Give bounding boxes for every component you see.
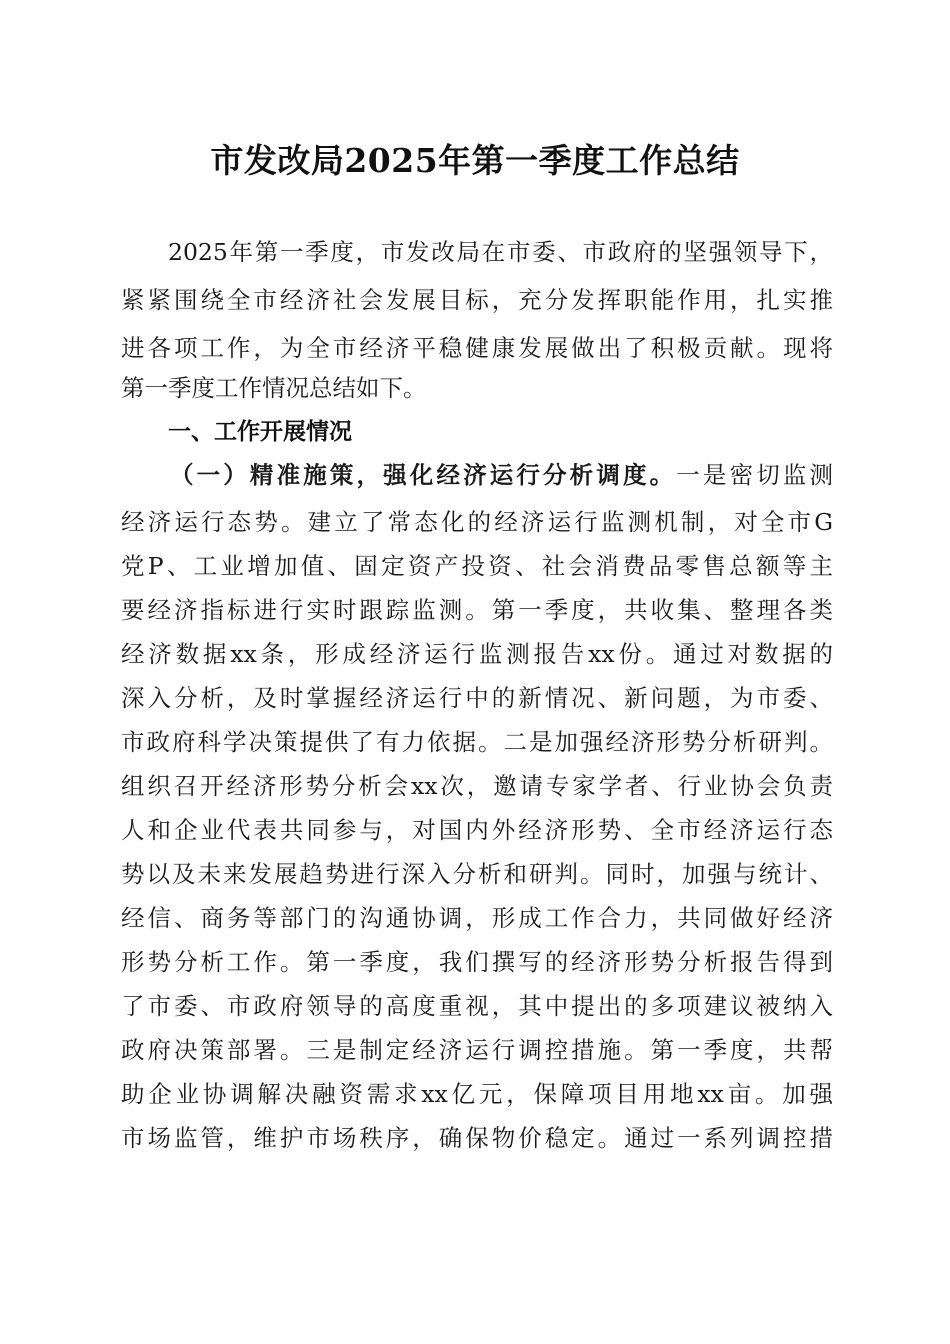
sub-section-first-line-rest: 一是密切监测 (676, 461, 834, 489)
body-line: 深入分析，及时掌握经济运行中的新情况、新问题，为市委、 (121, 684, 833, 712)
body-line: 市政府科学决策提供了有力依据。二是加强经济形势分析研判。 (121, 728, 833, 756)
document-title: 市发改局2025年第一季度工作总结 (210, 141, 740, 180)
body-line: 要经济指标进行实时跟踪监测。第一季度，共收集、整理各类 (121, 596, 833, 624)
body-line: 势以及未来发展趋势进行深入分析和研判。同时，加强与统计、 (121, 860, 833, 888)
intro-line-3: 进各项工作，为全市经济平稳健康发展做出了积极贡献。现将 (121, 334, 833, 362)
body-line: 市场监管，维护市场秩序，确保物价稳定。通过一系列调控措 (121, 1124, 833, 1152)
body-line: 党P、工业增加值、固定资产投资、社会消费品零售总额等主 (121, 552, 833, 580)
body-line: 人和企业代表共同参与，对国内外经济形势、全市经济运行态 (121, 816, 833, 844)
sub-section-first-line (170, 453, 833, 497)
section-heading: 一、工作开展情况 (168, 419, 352, 445)
body-line: 经信、商务等部门的沟通协调，形成工作合力，共同做好经济 (121, 904, 833, 932)
body-line: 政府决策部署。三是制定经济运行调控措施。第一季度，共帮 (121, 1036, 833, 1064)
body-line: 经济数据xx条，形成经济运行监测报告xx份。通过对数据的 (121, 640, 833, 668)
body-line: 助企业协调解决融资需求xx亿元，保障项目用地xx亩。加强 (121, 1080, 833, 1108)
intro-line-2: 紧紧围绕全市经济社会发展目标，充分发挥职能作用，扎实推 (121, 286, 833, 314)
body-line: 组织召开经济形势分析会xx次，邀请专家学者、行业协会负责 (121, 772, 833, 800)
body-line: 了市委、市政府领导的高度重视，其中提出的多项建议被纳入 (121, 992, 833, 1020)
intro-line-4: 第一季度工作情况总结如下。 (121, 374, 427, 402)
intro-line-1: 2025年第一季度，市发改局在市委、市政府的坚强领导下， (168, 238, 833, 266)
sub-section-heading: （一）精准施策，强化经济运行分析调度。 (170, 461, 677, 489)
body-line: 经济运行态势。建立了常态化的经济运行监测机制，对全市G (121, 508, 833, 536)
body-line: 形势分析工作。第一季度，我们撰写的经济形势分析报告得到 (121, 948, 833, 976)
